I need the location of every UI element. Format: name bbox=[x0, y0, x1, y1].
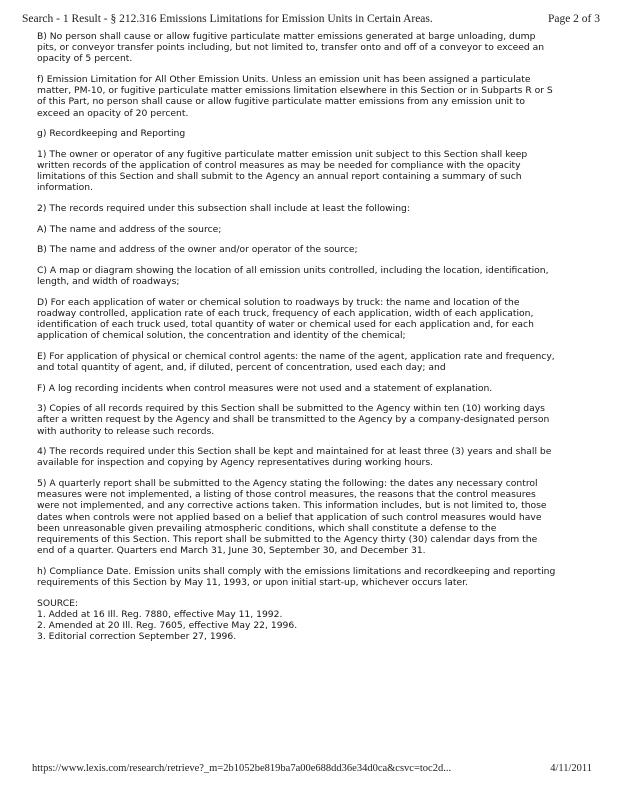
paragraph-g2c-map-diagram: C) A map or diagram showing the location of all emission units controlled, including the location, identification, length, and width of roadways; bbox=[37, 264, 549, 287]
source-item: 1. Added at 16 Ill. Reg. 7880, effective May 11, 1992. bbox=[37, 608, 283, 620]
paragraph-g2a-source-name: A) The name and address of the source; bbox=[37, 223, 222, 235]
source-item: 3. Editorial correction September 27, 1996. bbox=[37, 631, 237, 643]
page-header bbox=[22, 13, 600, 27]
paragraph-g-recordkeeping-heading: g) Recordkeeping and Reporting bbox=[37, 128, 186, 140]
paragraph-g2e-control-agents: E) For application of physical or chemical control agents: the name of the agent, application rate and frequency, and total quantity of agent, and, if diluted, percent of concentration, used each day; and bbox=[37, 350, 555, 373]
paragraph-g3-record-copies: 3) Copies of all records required by this Section shall be submitted to the Agency within ten (10) working days after a written request by the Agency and shall be transmitted to the Agency by a company-designated person with authority to release such records. bbox=[37, 403, 550, 437]
paragraph-b-barge-unloading: B) No person shall cause or allow fugitive particulate matter emissions generated at barge unloading, dump pits, or conveyor transfer points including, but not limited to, transfer onto and off of a conveyor to exceed an opacity of 5 percent. bbox=[37, 31, 545, 65]
source-list bbox=[37, 609, 557, 643]
document-body bbox=[37, 31, 557, 642]
paragraph-f-emission-limitation: f) Emission Limitation for All Other Emission Units. Unless an emission unit has been assigned a particulate matter, PM-10, or fugitive particulate matter emissions limitation elsewhere in this Section or in Subparts R or S of this Part, no person shall cause or allow fugitive particulate matter emissions from any emission unit to exceed an opacity of 20 percent. bbox=[37, 74, 553, 119]
source-section bbox=[37, 598, 557, 643]
source-heading: SOURCE: bbox=[37, 597, 79, 609]
paragraph-h-compliance-date: h) Compliance Date. Emission units shall comply with the emissions limitations and recordkeeping and reporting requirements of this Section by May 11, 1993, or upon initial start-up, whichever occurs later. bbox=[37, 565, 556, 588]
paragraph-g4-record-retention: 4) The records required under this Section shall be kept and maintained for at least three (3) years and shall be available for inspection and copying by Agency representatives during working hours. bbox=[37, 446, 552, 469]
source-url: https://www.lexis.com/research/retrieve?_m=2b1052be819ba7a00e688dd36e34d0ca&csvc=toc2d... bbox=[32, 763, 452, 774]
page-footer bbox=[32, 763, 592, 777]
page-number: Page 2 of 3 bbox=[547, 13, 600, 25]
source-item: 2. Amended at 20 Ill. Reg. 7605, effective May 22, 1996. bbox=[37, 619, 298, 631]
paragraph-g5-quarterly-report: 5) A quarterly report shall be submitted to the Agency stating the following: the dates any necessary control measures were not implemented, a listing of those control measures, the reasons that the control measures were not implemented, and any corrective actions taken. This information includes, but is not limited to, those dates when controls were not applied based on a belief that application of such control measures would have been unreasonable given prevailing atmospheric conditions, which shall constitute a defense to the requirements of this Section. This report shall be submitted to the Agency thirty (30) calendar days from the end of a quarter. Quarters end March 31, June 30, September 30, and December 31. bbox=[37, 477, 547, 557]
print-date: 4/11/2011 bbox=[550, 763, 592, 774]
paragraph-g2f-incident-log: F) A log recording incidents when control measures were not used and a statement of explanation. bbox=[37, 382, 493, 394]
paragraph-g2d-water-application: D) For each application of water or chemical solution to roadways by truck: the name and location of the roadway controlled, application rate of each truck, frequency of each application, width of each application, identification of each truck used, total quantity of water or chemical used for each application and, for each application of chemical solution, the concentration and identity of the chemical; bbox=[37, 296, 534, 342]
paragraph-g1-written-records: 1) The owner or operator of any fugitive particulate matter emission unit subject to this Section shall keep written records of the application of control measures as may be needed for compliance with the opacity limitations of this Section and shall submit to the Agency an annual report containing a summary of such information. bbox=[37, 148, 528, 194]
document-title: Search - 1 Result - § 212.316 Emissions Limitations for Emission Units in Certain Areas. bbox=[22, 13, 433, 25]
paragraph-g2-records-required: 2) The records required under this subsection shall include at least the following: bbox=[37, 203, 410, 214]
paragraph-g2b-owner-name: B) The name and address of the owner and/or operator of the source; bbox=[37, 244, 358, 256]
